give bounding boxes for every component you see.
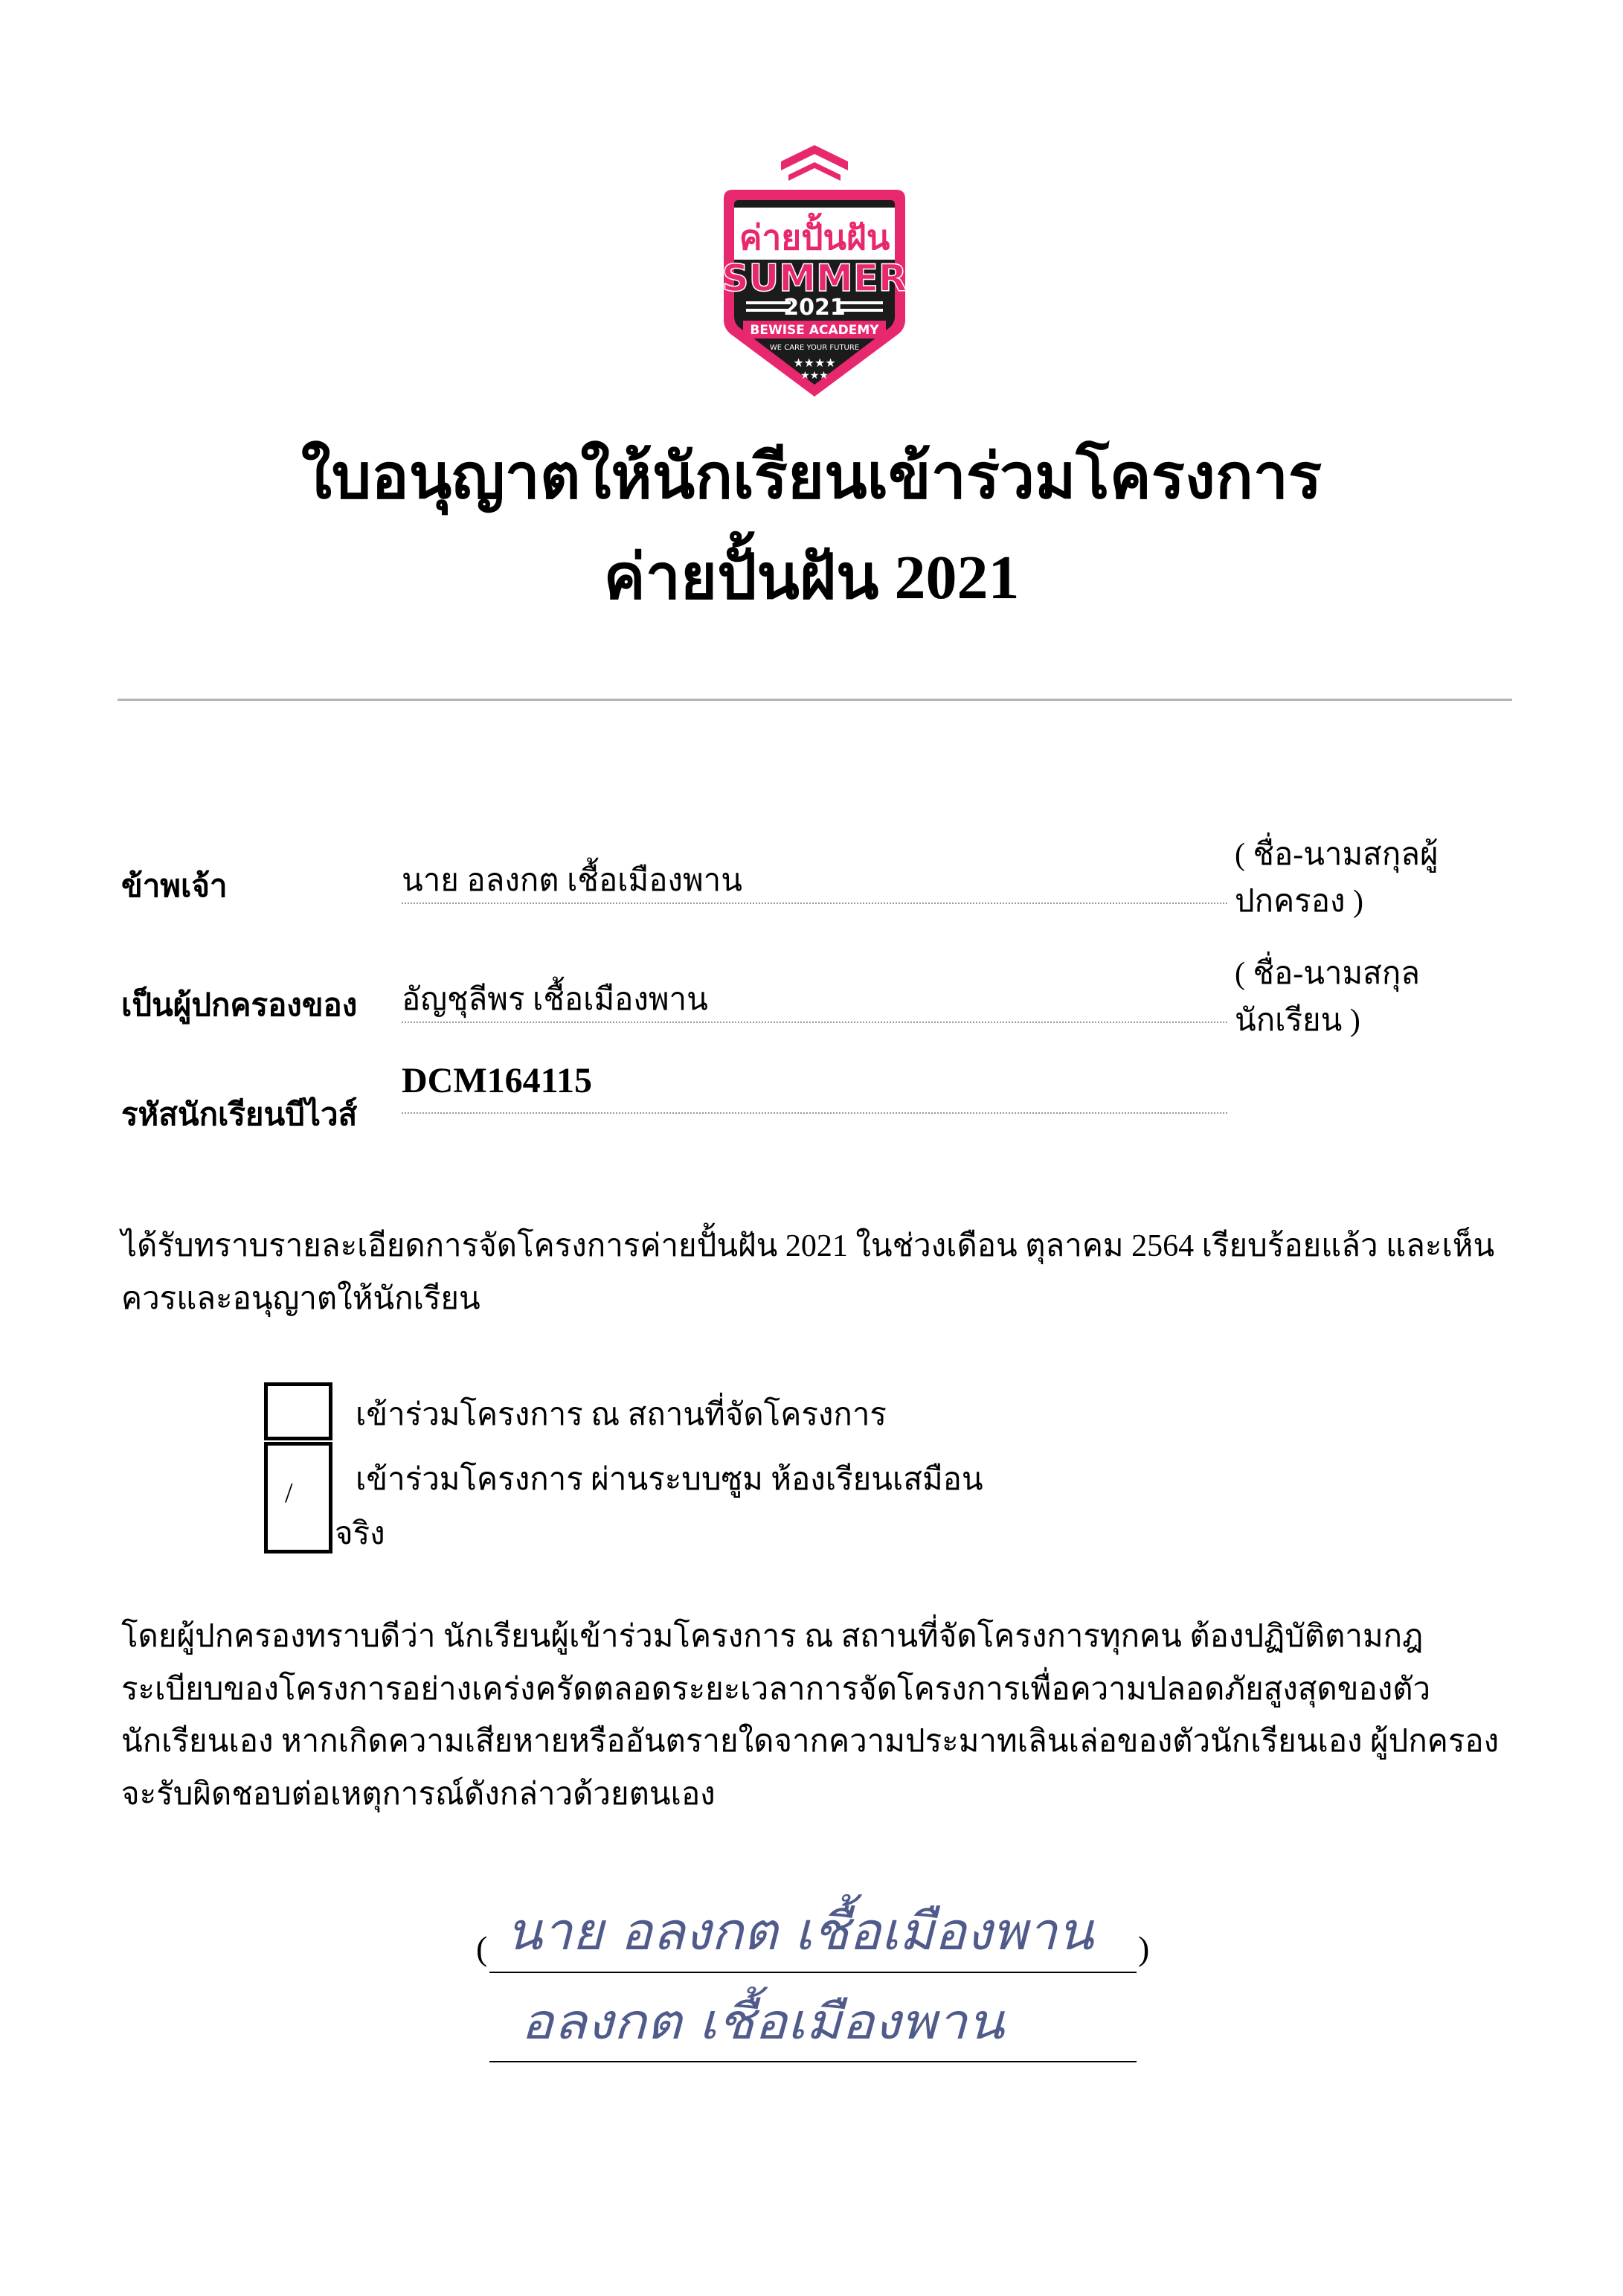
student-code-underline bbox=[402, 1112, 1227, 1114]
student-name-hint: ( ชื่อ-นามสกุล นักเรียน ) bbox=[1235, 957, 1420, 1038]
handwritten-printed-name bbox=[506, 1890, 1116, 1972]
signature-open-paren: ( bbox=[476, 1929, 488, 1967]
signature-close-paren: ) bbox=[1138, 1929, 1150, 1967]
online-option-label-cont: จริง bbox=[335, 1517, 385, 1551]
onsite-checkbox[interactable] bbox=[264, 1382, 332, 1440]
onsite-option-label: เข้าร่วมโครงการ ณ สถานที่จัดโครงการ bbox=[356, 1398, 887, 1432]
logo-org: BEWISE ACADEMY bbox=[750, 323, 879, 338]
document-title-line1: ใบอนุญาตให้นักเรียนเข้าร่วมโครงการ bbox=[301, 443, 1322, 512]
signature-line bbox=[489, 2061, 1137, 2062]
student-name-underline bbox=[402, 1022, 1227, 1023]
online-option-label: เข้าร่วมโครงการ ผ่านระบบซูม ห้องเรียนเสมือน bbox=[356, 1463, 983, 1497]
handwritten-signature-text: อลงกต เชื้อเมืองพาน bbox=[521, 1993, 957, 2050]
handwritten-signature bbox=[521, 1979, 1056, 2061]
online-checkbox[interactable] bbox=[264, 1442, 332, 1553]
camp-logo bbox=[710, 145, 919, 405]
logo-line2: SUMMER bbox=[721, 257, 907, 300]
student-name-field[interactable]: อัญชุลีพร เชื้อเมืองพาน bbox=[402, 983, 708, 1017]
logo-stars: ★★★★ bbox=[793, 356, 836, 370]
acknowledgement-paragraph: ได้รับทราบรายละเอียดการจัดโครงการค่ายปั้นฝัน 2021 ในช่วงเดือน ตุลาคม 2564 เรียบร้อยแล้ว และเห็นควรและอนุญาตให้นักเรียน bbox=[121, 1229, 1495, 1316]
parent-label: ข้าพเจ้า bbox=[121, 870, 228, 904]
signature-area[interactable] bbox=[476, 1890, 1160, 2083]
handwritten-printed-name-text: นาย อลงกต เชื้อเมืองพาน bbox=[506, 1901, 1081, 1962]
student-code-label: รหัสนักเรียนบีไวส์ bbox=[121, 1098, 358, 1132]
logo-year: 2021 bbox=[783, 295, 846, 321]
title-divider bbox=[118, 699, 1512, 701]
document-title-line2: ค่ายปั้นฝัน 2021 bbox=[603, 543, 1020, 612]
signature-line-printed bbox=[489, 1972, 1137, 1973]
student-label: เป็นผู้ปกครองของ bbox=[121, 989, 358, 1023]
parent-name-underline bbox=[402, 902, 1227, 904]
liability-paragraph: โดยผู้ปกครองทราบดีว่า นักเรียนผู้เข้าร่วมโครงการ ณ สถานที่จัดโครงการทุกคน ต้องปฏิบัติตามกฎระเบียบของโครงการอย่างเคร่งครัดตลอดระยะเวลาการจัดโครงการเพื่อความปลอดภัยสูงสุดของตัวนักเรียนเอง หากเกิดความเสียหายหรืออันตรายใดจากความประมาทเลินเล่อของตัวนักเรียนเอง ผู้ปกครองจะรับผิดชอบต่อเหตุการณ์ดังกล่าวด้วยตนเอง bbox=[121, 1620, 1500, 1812]
student-code-field[interactable]: DCM164115 bbox=[402, 1061, 592, 1100]
logo-tagline: WE CARE YOUR FUTURE bbox=[769, 344, 860, 352]
parent-name-field[interactable]: นาย อลงกต เชื้อเมืองพาน bbox=[402, 864, 742, 898]
logo-stars-2: ★★★ bbox=[800, 370, 829, 382]
parent-name-hint: ( ชื่อ-นามสกุลผู้ปกครอง ) bbox=[1235, 838, 1439, 919]
logo-line1: ค่ายปั้นฝัน bbox=[739, 217, 890, 257]
online-checkbox-mark: / bbox=[285, 1478, 293, 1509]
